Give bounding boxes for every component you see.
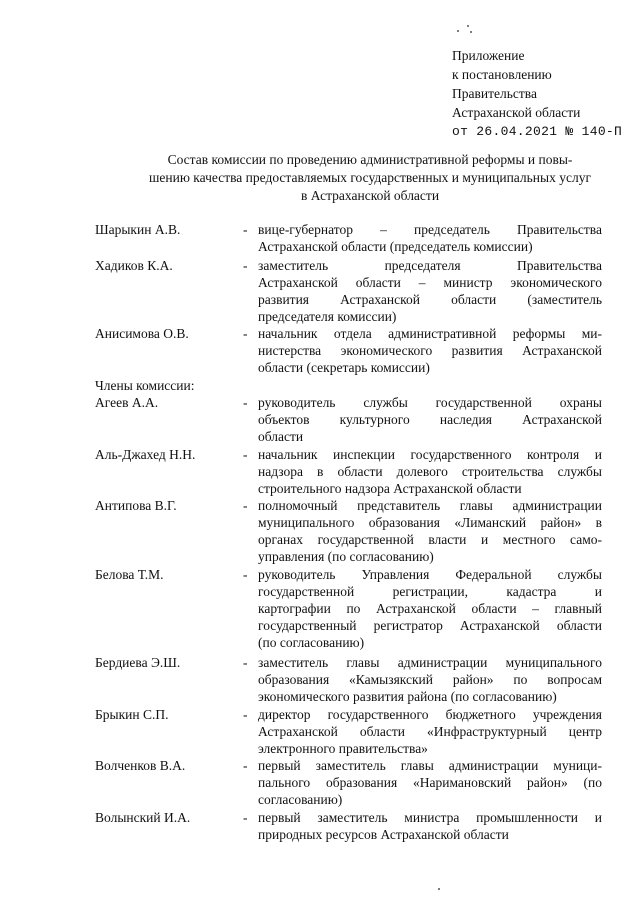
member-position <box>258 809 602 843</box>
title-line: шению качества предоставляемых государственных и муниципальных услуг <box>149 170 591 185</box>
position-line: согласованию) <box>258 792 343 807</box>
position-line: образования «Камызякский район» по вопросам <box>258 672 602 687</box>
position-line: объектов культурного наследия Астраханской <box>258 412 602 427</box>
member-position <box>258 706 602 757</box>
dash-separator: - <box>243 567 248 582</box>
members-label: Члены комиссии: <box>95 378 195 393</box>
member-name: Хадиков К.А. <box>95 258 173 273</box>
appendix-block <box>452 46 622 141</box>
position-line: руководитель Управления Федеральной службы <box>258 567 602 582</box>
position-line: экономического развития района (по согласованию) <box>258 689 557 704</box>
dash-separator: - <box>243 810 248 825</box>
appendix-line: Астраханской области <box>452 105 581 120</box>
member-name: Бердиева Э.Ш. <box>95 655 181 670</box>
position-line: государственный регистратор Астраханской области <box>258 618 602 633</box>
scan-speck <box>470 31 472 33</box>
member-position <box>258 394 602 445</box>
position-line: начальник инспекции государственного контроля и <box>258 447 602 462</box>
member-name: Волынский И.А. <box>95 810 191 825</box>
position-line: государственной регистрации, кадастра и <box>258 584 602 599</box>
position-line: Астраханской области «Инфраструктурный центр <box>258 724 602 739</box>
dash-separator: - <box>243 447 248 462</box>
dash-separator: - <box>243 395 248 410</box>
member-position <box>258 654 602 705</box>
position-line: руководитель службы государственной охраны <box>258 395 602 410</box>
position-line: председателя комиссии) <box>258 309 397 324</box>
member-name: Антипова В.Г. <box>95 498 177 513</box>
position-line: (по согласованию) <box>258 635 365 650</box>
member-position <box>258 325 602 376</box>
dash-separator: - <box>243 222 248 237</box>
dash-separator: - <box>243 655 248 670</box>
member-position <box>258 221 602 255</box>
position-line: области (секретарь комиссии) <box>258 360 430 375</box>
position-line: первый заместитель главы администрации муници- <box>258 758 602 773</box>
member-position <box>258 446 602 497</box>
position-line: надзора в области долевого строительства службы <box>258 464 602 479</box>
position-line: управления (по согласованию) <box>258 549 434 564</box>
scan-speck <box>467 25 469 27</box>
position-line: начальник отдела административной реформы ми- <box>258 326 602 341</box>
dash-separator: - <box>243 258 248 273</box>
position-line: заместитель главы администрации муниципального <box>258 655 602 670</box>
position-line: картографии по Астраханской области – главный <box>258 601 602 616</box>
position-line: электронного правительства» <box>258 741 428 756</box>
position-line: развития Астраханской области (заместитель <box>258 292 602 307</box>
position-line: Астраханской области (председатель комиссии) <box>258 239 533 254</box>
position-line: вице-губернатор – председатель Правительства <box>258 222 602 237</box>
member-name: Аль-Джахед Н.Н. <box>95 447 196 462</box>
member-name: Волченков В.А. <box>95 758 186 773</box>
member-name: Белова Т.М. <box>95 567 164 582</box>
appendix-line: к постановлению <box>452 67 552 82</box>
appendix-date-line: от 26.04.2021 № 140-П <box>452 124 623 139</box>
position-line: органах государственной власти и местного само- <box>258 532 602 547</box>
title-line: в Астраханской области <box>300 188 440 203</box>
dash-separator: - <box>243 326 248 341</box>
position-line: директор государственного бюджетного учреждения <box>258 707 602 722</box>
position-line: строительного надзора Астраханской области <box>258 481 522 496</box>
member-position <box>258 757 602 808</box>
member-position <box>258 497 602 565</box>
scan-speck <box>457 30 459 32</box>
member-name: Анисимова О.В. <box>95 326 189 341</box>
member-position <box>258 566 602 651</box>
appendix-line: Приложение <box>452 48 525 63</box>
member-position <box>258 257 602 325</box>
member-name: Брыкин С.П. <box>95 707 169 722</box>
dash-separator: - <box>243 498 248 513</box>
position-line: полномочный представитель главы администрации <box>258 498 602 513</box>
position-line: пального образования «Наримановский район» (по <box>258 775 602 790</box>
position-line: заместитель председателя Правительства <box>258 258 602 273</box>
member-name: Шарыкин А.В. <box>95 222 181 237</box>
position-line: нистерства экономического развития Астраханской <box>258 343 602 358</box>
member-name: Агеев А.А. <box>95 395 159 410</box>
document-title <box>140 151 600 205</box>
appendix-line: Правительства <box>452 86 537 101</box>
dash-separator: - <box>243 758 248 773</box>
position-line: первый заместитель министра промышленности и <box>258 810 602 825</box>
position-line: муниципального образования «Лиманский район» в <box>258 515 602 530</box>
dash-separator: - <box>243 707 248 722</box>
position-line: природных ресурсов Астраханской области <box>258 827 509 842</box>
scan-speck <box>438 888 440 890</box>
position-line: области <box>258 429 304 444</box>
title-line: Состав комиссии по проведению административной реформы и повы- <box>167 152 573 167</box>
position-line: Астраханской области – министр экономического <box>258 275 602 290</box>
